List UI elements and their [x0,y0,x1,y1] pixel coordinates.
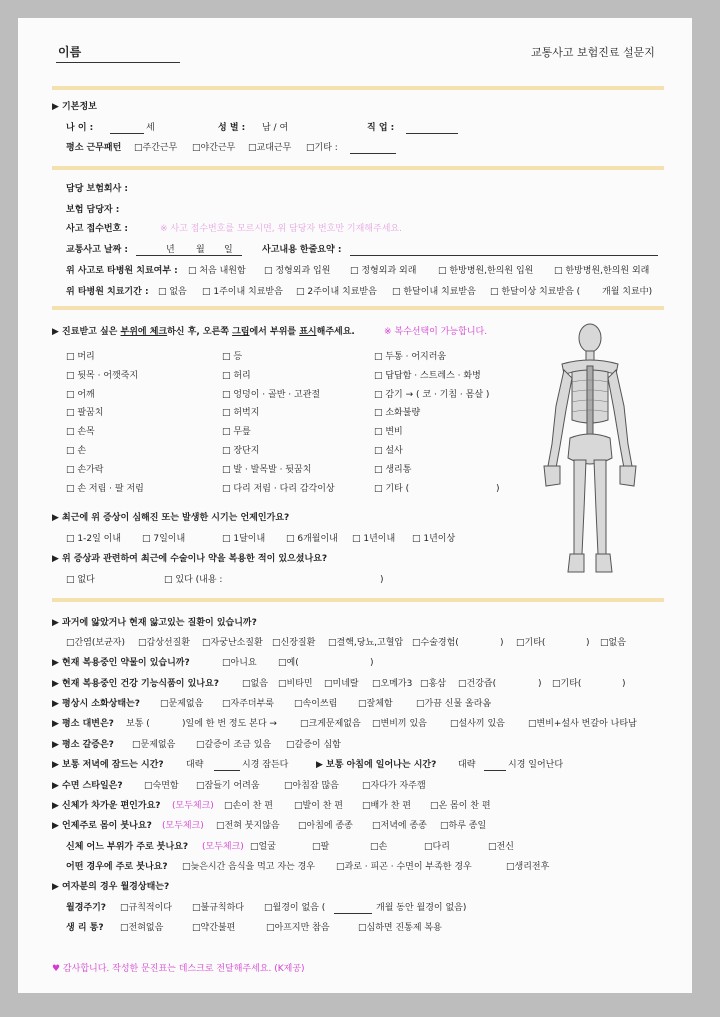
disease-opt-chronic[interactable]: □결핵,당뇨,고혈압 [328,638,404,648]
symptom-neck[interactable]: □ 뒷목 · 어깻죽지 [66,371,139,381]
section-divider [52,306,664,310]
sleep-opt-hard[interactable]: □잠들기 어려움 [196,781,260,791]
supplement-opt-ginseng[interactable]: □홍삼 [420,679,446,689]
medication-question: ▶ 현재 복용중인 약물이 있습니까? [52,658,190,668]
cycle-opt-none[interactable]: □월경이 없음 ( [264,903,326,913]
date-year-unit: 년 [166,245,175,255]
disease-opt-surgery[interactable]: □수술경험( [412,638,459,648]
disease-other-close: ) [586,638,590,648]
bedtime-pre: 대략 [186,760,204,770]
bowel-question: ▶ 평소 대변은? [52,719,114,729]
sleep-opt-morning[interactable]: □아침잠 많음 [284,781,339,791]
swelling-opt-face[interactable]: □얼굴 [250,842,276,852]
period-opt-none[interactable]: □ 없음 [158,287,187,297]
sleep-question: ▶ 수면 스타일은? [52,781,123,791]
cramps-opt-none[interactable]: □전혀없음 [120,923,164,933]
insurance-manager-label: 보험 담당자 : [66,205,120,215]
symptom-indigestion[interactable]: □ 소화불량 [374,408,421,418]
work-option-shift[interactable]: □교대근무 [248,143,292,153]
period-opt-1month[interactable]: □ 한달이내 치료받음 [392,287,476,297]
period-opt-1week[interactable]: □ 1주이내 치료받음 [202,287,283,297]
cold-opt-whole[interactable]: □온 몸이 찬 편 [430,801,491,811]
swelling-opt-arm[interactable]: □팔 [312,842,330,852]
receipt-note: ※ 사고 접수번호를 모르시면, 위 담당자 번호만 기재해주세요. [160,224,402,234]
cycle-none-suffix: 개월 동안 월경이 없음) [376,903,467,913]
symptom-thigh[interactable]: □ 허벅지 [222,408,260,418]
bedtime-field[interactable] [214,770,240,771]
job-label: 직 업 : [367,123,395,133]
work-option-other[interactable]: □기타 : [306,143,338,153]
age-label: 나 이 : [66,123,94,133]
cycle-opt-regular[interactable]: □규칙적이다 [120,903,172,913]
menstrual-question: ▶ 여자분의 경우 월경상태는? [52,882,170,892]
cycle-opt-irregular[interactable]: □불규칙하다 [192,903,244,913]
symptom-waist[interactable]: □ 허리 [222,371,251,381]
disease-opt-other[interactable]: □기타( [516,638,546,648]
cold-body-question: ▶ 신체가 차가운 편인가요? [52,801,161,811]
supplement-opt-other[interactable]: □기타( [552,679,582,689]
symptom-other-close: ) [496,484,500,494]
surgery-opt-yes[interactable]: □ 있다 (내용 : [164,575,223,585]
accident-summary-field[interactable] [350,255,658,256]
section-divider [52,166,664,170]
digestion-opt-fine[interactable]: □문제없음 [160,699,204,709]
symptom-stress[interactable]: □ 답답함 · 스트레스 · 화병 [374,371,481,381]
cold-opt-feet[interactable]: □발이 찬 편 [294,801,344,811]
swelling-time-note: (모두체크) [162,821,204,831]
accident-date-label: 교통사고 날짜 : [66,245,129,255]
symptom-back[interactable]: □ 등 [222,352,243,362]
thirst-opt-fine[interactable]: □문제없음 [132,740,176,750]
symptom-knee[interactable]: □ 무릎 [222,427,251,437]
medication-opt-no[interactable]: □아니요 [222,658,257,668]
work-option-day[interactable]: □주간근무 [134,143,178,153]
onset-opt-7days[interactable]: □ 7일이내 [142,534,186,544]
section-divider [52,598,664,602]
work-other-field[interactable] [350,153,396,154]
bowel-opt-diarrhea[interactable]: □설사끼 있음 [450,719,505,729]
work-pattern-label: 평소 근무패턴 [66,143,122,153]
symptom-elbow[interactable]: □ 팔꿈치 [66,408,104,418]
swelling-opt-leg[interactable]: □다리 [424,842,450,852]
waketime-pre: 대략 [458,760,476,770]
age-unit: 세 [146,123,155,133]
onset-opt-6months[interactable]: □ 6개월이내 [286,534,338,544]
onset-opt-over-year[interactable]: □ 1년이상 [412,534,456,544]
cold-body-note: (모두체크) [172,801,214,811]
supplement-opt-vitamin[interactable]: □비타민 [278,679,313,689]
digestion-opt-acid[interactable]: □가끔 신물 올라옴 [416,699,492,709]
surgery-opt-no[interactable]: □ 없다 [66,575,95,585]
sleep-opt-wake[interactable]: □자다가 자주깸 [362,781,426,791]
section-divider [52,86,664,90]
digestion-opt-indigestion[interactable]: □잘체함 [358,699,393,709]
symptom-cold[interactable]: □ 감기 → ( 코 · 기침 · 몸살 ) [374,390,490,400]
skeleton-body-diagram[interactable] [538,320,642,582]
supplement-other-close: ) [622,679,626,689]
thank-you-note: ♥ 감사합니다. 작성한 문진표는 데스크로 전달해주세요. (K제공) [52,964,305,974]
swelling-case-question: 어떤 경우에 주로 붓나요? [66,862,168,872]
waketime-field[interactable] [484,770,506,771]
supplement-opt-omega3[interactable]: □오메가3 [372,679,413,689]
supplement-opt-none[interactable]: □없음 [242,679,268,689]
thirst-opt-severe[interactable]: □갈증이 심함 [286,740,341,750]
cramps-opt-painkiller[interactable]: □심하면 진통제 복용 [358,923,442,933]
symptom-hand[interactable]: □ 손 [66,446,87,456]
bowel-frequency-post: )일에 한 번 정도 본다 → [182,719,277,729]
other-hospital-opt-ortho-out[interactable]: □ 정형외과 외래 [350,266,417,276]
symptom-constipation[interactable]: □ 변비 [374,427,403,437]
swelling-time-question: ▶ 언제주로 몸이 붓나요? [52,821,152,831]
other-hospital-opt-korean-in[interactable]: □ 한방병원,한의원 입원 [438,266,534,276]
swelling-part-question: 신체 어느 부위가 주로 붓나요? [66,842,189,852]
disease-opt-none[interactable]: □없음 [600,638,626,648]
cycle-months-field[interactable] [334,913,372,914]
gender-label: 성 별 : [218,123,246,133]
bedtime-post: 시경 잠든다 [242,760,289,770]
form-title: 교통사고 보험진료 설문지 [531,46,655,59]
disease-question: ▶ 과거에 앓았거나 현재 앓고있는 질환이 있습니까? [52,618,257,628]
disease-opt-hepatitis[interactable]: □간염(보균자) [66,638,125,648]
digestion-opt-bloated[interactable]: □자주더부룩 [222,699,274,709]
supplement-opt-juice[interactable]: □건강즙( [458,679,497,689]
accident-summary-label: 사고내용 한줄요약 : [262,245,342,255]
surgery-close: ) [380,575,384,585]
symptom-shoulder[interactable]: □ 어깨 [66,390,95,400]
bowel-opt-constipation[interactable]: □변비끼 있음 [372,719,427,729]
disease-surgery-close: ) [500,638,504,648]
cramps-opt-mild[interactable]: □약간불편 [192,923,236,933]
swelling-opt-evening[interactable]: □저녁에 종종 [372,821,427,831]
period-opt-2week[interactable]: □ 2주이내 치료받음 [296,287,377,297]
other-hospital-opt-korean-out[interactable]: □ 한방병원,한의원 외래 [554,266,650,276]
onset-opt-1year[interactable]: □ 1년이내 [352,534,396,544]
date-day-unit: 일 [224,245,233,255]
period-opt-over-month[interactable]: □ 한달이상 치료받음 ( [490,287,581,297]
section-basic-info: ▶ 기본정보 [52,102,97,112]
symptom-menstrual-pain[interactable]: □ 생리통 [374,465,412,475]
supplement-question: ▶ 현재 복용중인 건강 기능식품이 있나요? [52,679,219,689]
period-months-unit: 개월 치료中) [602,287,653,297]
symptom-wrist[interactable]: □ 손목 [66,427,95,437]
symptom-headache[interactable]: □ 두통 · 어지러움 [374,352,447,362]
onset-question: ▶ 최근에 위 증상이 심해진 또는 발생한 시기는 언제인가요? [52,513,290,523]
swelling-case-late-food[interactable]: □늦은시간 음식을 먹고 자는 경우 [182,862,315,872]
disease-opt-uterus[interactable]: □자궁난소질환 [202,638,263,648]
waketime-question: ▶ 보통 아침에 일어나는 시간? [316,760,437,770]
bowel-opt-fine[interactable]: □크게문제없음 [300,719,361,729]
symptom-head[interactable]: □ 머리 [66,352,95,362]
insurance-company-label: 담당 보험회사 : [66,184,129,194]
symptom-leg-numb[interactable]: □ 다리 저림 · 다리 감각이상 [222,484,335,494]
thirst-question: ▶ 평소 갈증은? [52,740,114,750]
onset-opt-1-2days[interactable]: □ 1-2일 이내 [66,534,122,544]
receipt-number-label: 사고 접수번호 : [66,224,129,234]
symptom-finger[interactable]: □ 손가락 [66,465,104,475]
disease-opt-thyroid[interactable]: □갑상선질환 [138,638,190,648]
work-option-night[interactable]: □야간근무 [192,143,236,153]
swelling-opt-never[interactable]: □전혀 붓지않음 [216,821,280,831]
digestion-opt-heartburn[interactable]: □속이쓰림 [294,699,338,709]
age-field[interactable] [110,133,144,134]
cramps-opt-bearable[interactable]: □아프지만 참음 [266,923,330,933]
symptom-diarrhea[interactable]: □ 설사 [374,446,403,456]
swelling-opt-morning[interactable]: □아침에 종종 [298,821,353,831]
surgery-question: ▶ 위 증상과 관련하여 최근에 수술이나 약을 복용한 적이 있으셨나요? [52,554,328,564]
waketime-post: 시경 일어난다 [508,760,564,770]
bowel-opt-alternating[interactable]: □변비+설사 번갈아 나타남 [528,719,637,729]
supplement-juice-close: ) [538,679,542,689]
other-hospital-opt-ortho-in[interactable]: □ 정형외과 입원 [264,266,331,276]
name-field[interactable] [56,62,180,63]
treatment-period-label: 위 타병원 치료기간 : [66,287,149,297]
other-hospital-label: 위 사고로 타병원 치료여부 : [66,266,178,276]
name-label: 이름 [58,45,82,59]
disease-opt-kidney[interactable]: □신장질환 [272,638,316,648]
multi-select-note: ※ 복수선택이 가능합니다. [384,327,488,337]
swelling-part-note: (모두체크) [202,842,244,852]
medication-opt-yes[interactable]: □예( [278,658,299,668]
sleep-opt-deep[interactable]: □숙면함 [144,781,179,791]
symptom-other[interactable]: □ 기타 ( [374,484,410,494]
digestion-question: ▶ 평상시 소화상태는? [52,699,140,709]
thirst-opt-some[interactable]: □갈증이 조금 있음 [196,740,272,750]
date-month-unit: 월 [196,245,205,255]
cycle-label: 월경주기? [66,903,106,913]
swelling-case-fatigue[interactable]: □과로 · 피곤 · 수면이 부족한 경우 [336,862,472,872]
bedtime-question: ▶ 보통 저녁에 잠드는 시간? [52,760,164,770]
symptom-calf[interactable]: □ 장단지 [222,446,260,456]
swelling-opt-whole[interactable]: □전신 [488,842,514,852]
swelling-opt-hand[interactable]: □손 [370,842,388,852]
symptom-instruction: ▶ 진료받고 싶은 부위에 체크하신 후, 오른쪽 그림에서 부위를 표시해주세요. [52,327,355,337]
symptom-hip[interactable]: □ 엉덩이 · 골반 · 고관절 [222,390,321,400]
gender-options[interactable]: 남 / 여 [262,123,289,133]
bowel-frequency-pre: 보통 ( [126,719,150,729]
symptom-arm-numb[interactable]: □ 손 저림 · 팔 저림 [66,484,144,494]
medication-close: ) [370,658,374,668]
cold-opt-belly[interactable]: □배가 찬 편 [362,801,412,811]
cold-opt-hands[interactable]: □손이 찬 편 [224,801,274,811]
cramps-label: 생 리 통? [66,923,104,933]
supplement-opt-mineral[interactable]: □미네랄 [324,679,359,689]
symptom-foot[interactable]: □ 발 · 발목발 · 뒷꿈치 [222,465,312,475]
swelling-case-menstrual[interactable]: □생리전후 [506,862,550,872]
onset-opt-1month[interactable]: □ 1달이내 [222,534,266,544]
other-hospital-opt-first[interactable]: □ 처음 내원함 [188,266,246,276]
swelling-opt-allday[interactable]: □하루 종일 [440,821,487,831]
job-field[interactable] [406,133,458,134]
